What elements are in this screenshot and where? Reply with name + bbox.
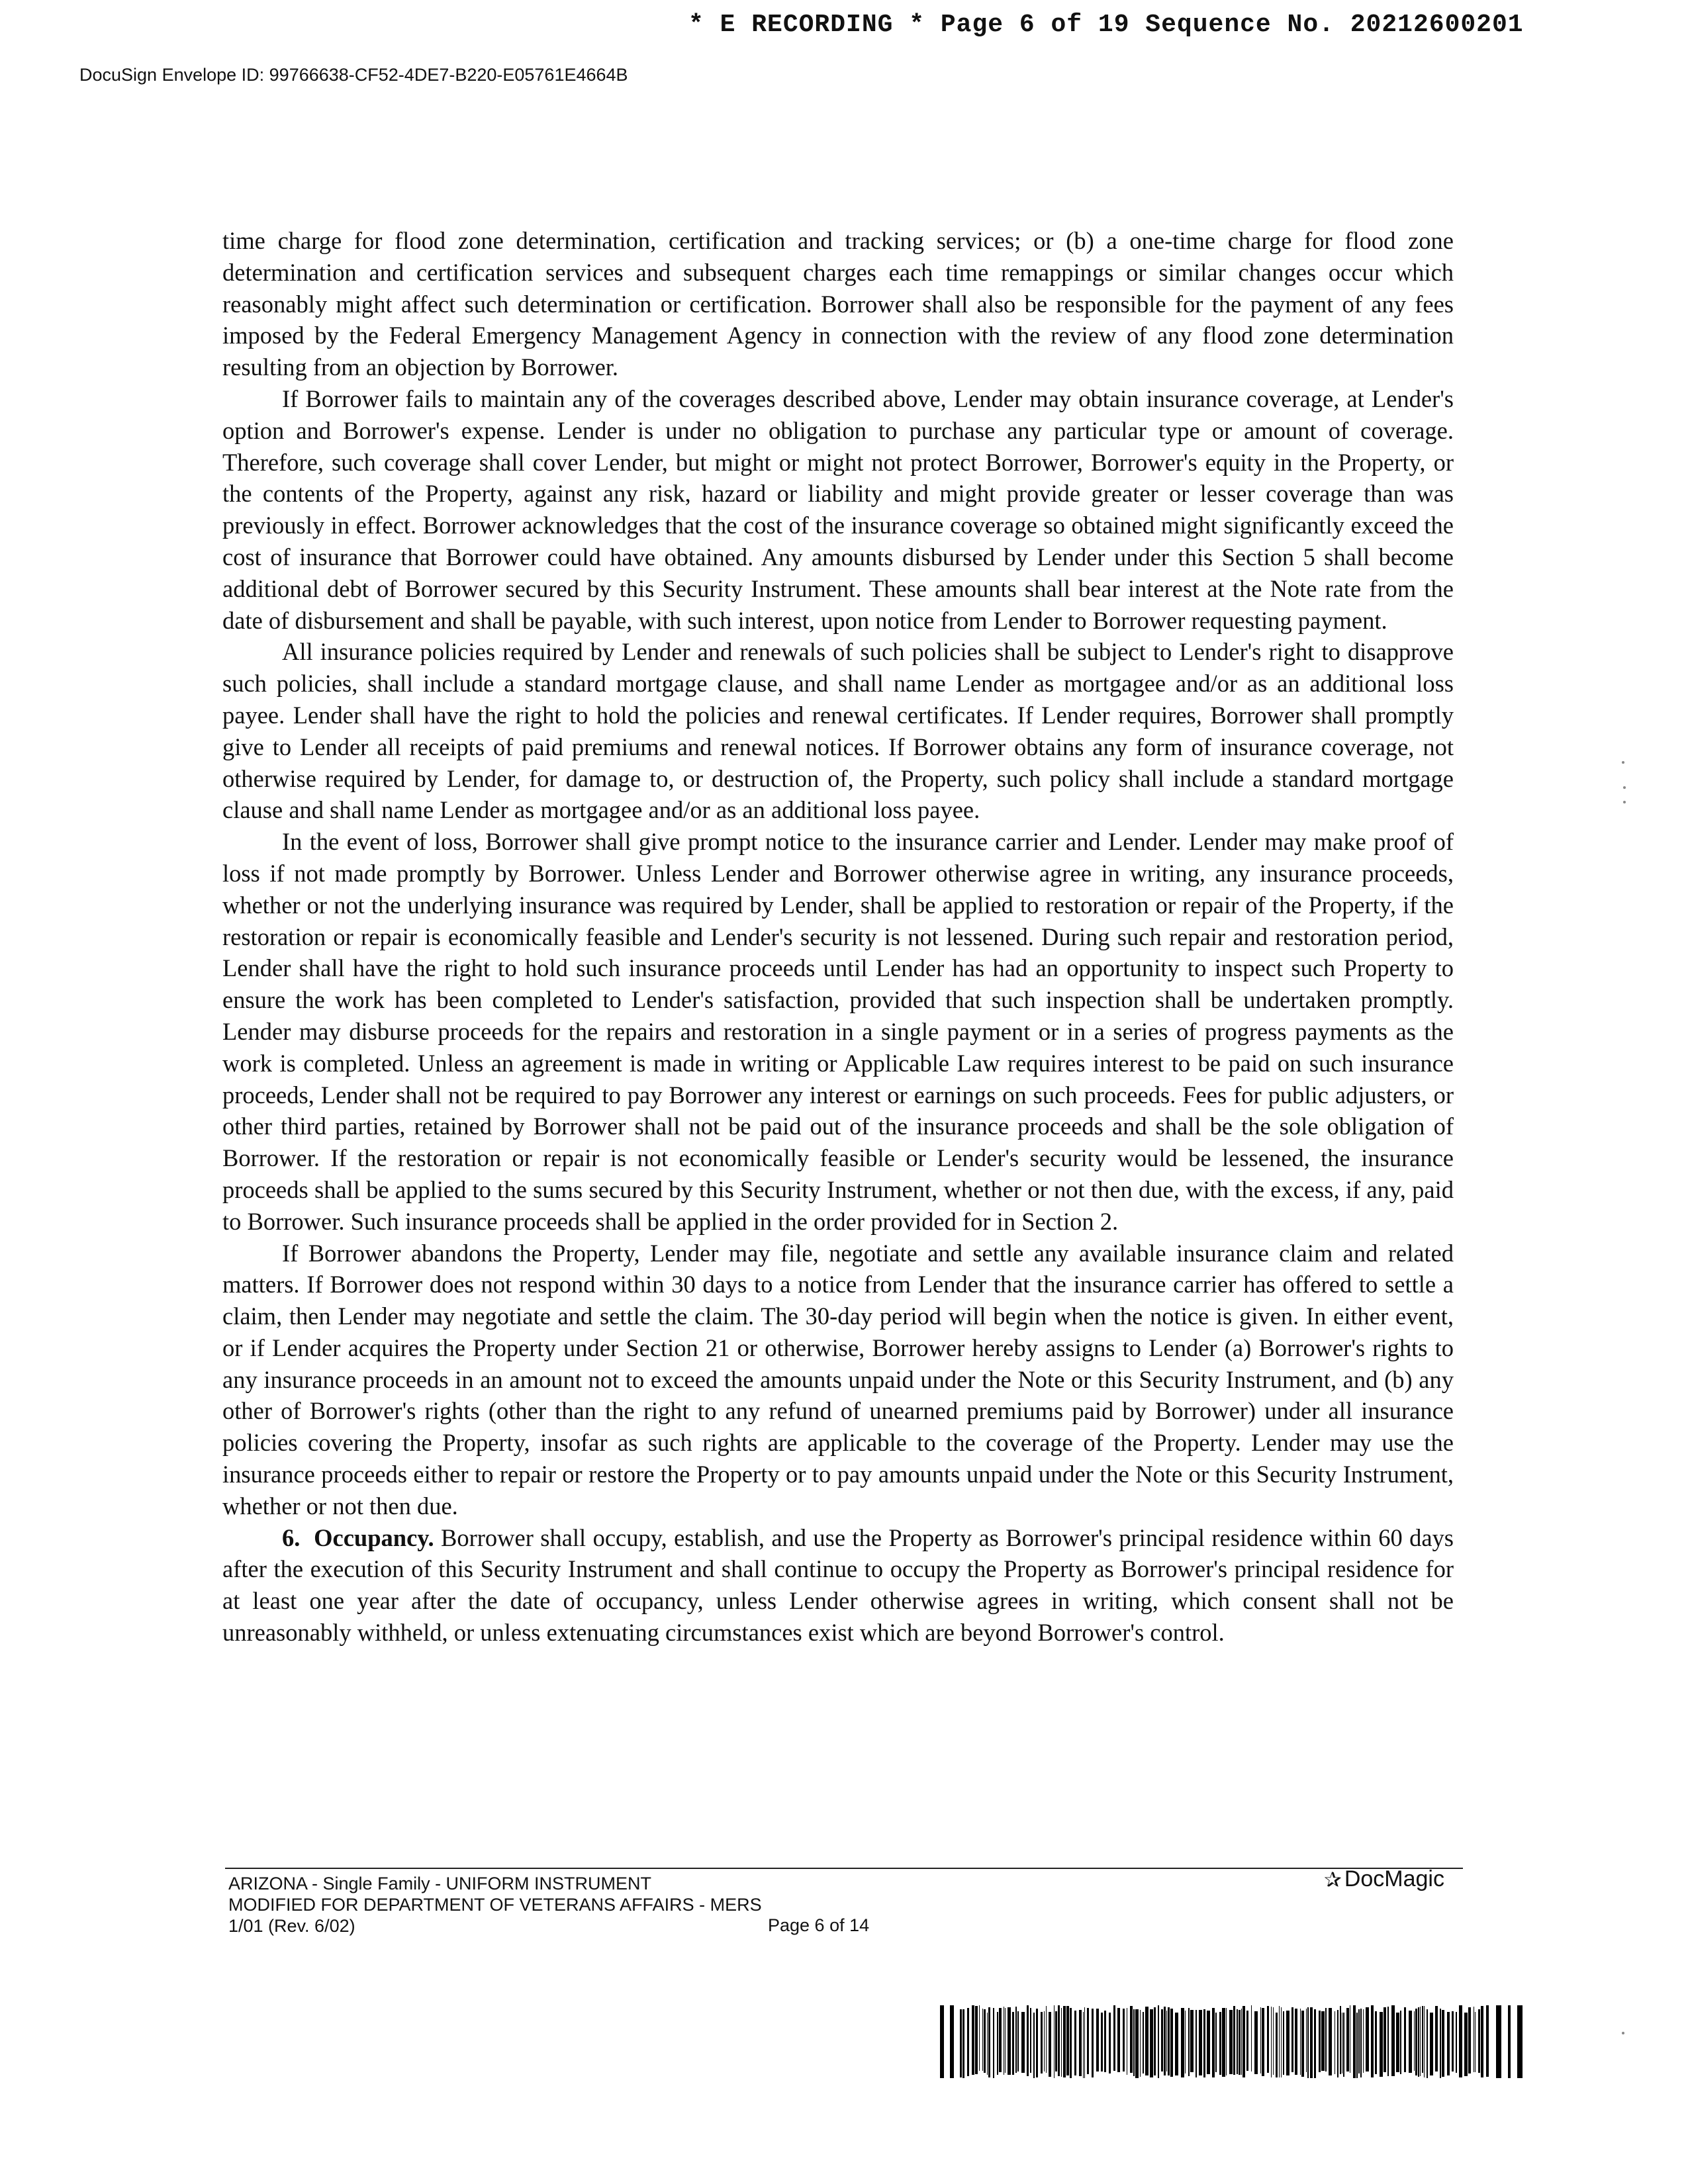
margin-mark: [1622, 2032, 1624, 2034]
barcode-bar: [1281, 2007, 1282, 2077]
barcode-bar: [1092, 2009, 1094, 2077]
barcode-bar: [1486, 2005, 1489, 2077]
barcode-bar: [1070, 2008, 1072, 2078]
barcode-bar: [1150, 2009, 1153, 2077]
barcode-bar: [1262, 2008, 1264, 2076]
barcode-bar: [1387, 2007, 1389, 2076]
barcode-bar: [1041, 2012, 1043, 2073]
barcode-bar: [1233, 2006, 1235, 2075]
barcode-bar: [1307, 2007, 1309, 2078]
barcode: [940, 2005, 1536, 2078]
barcode-bar: [1418, 2007, 1419, 2077]
barcode-bar: [1353, 2005, 1356, 2078]
barcode-bar: [1123, 2009, 1125, 2071]
barcode-bar: [1273, 2007, 1274, 2075]
barcode-bar: [1135, 2009, 1139, 2078]
barcode-bar: [1055, 2011, 1057, 2071]
barcode-bar: [1404, 2007, 1406, 2072]
footer-line: ARIZONA - Single Family - UNIFORM INSTRUMENT: [228, 1874, 652, 1893]
barcode-bar: [1113, 2005, 1115, 2071]
brand-name: DocMagic: [1344, 1866, 1444, 1891]
barcode-bar: [1036, 2009, 1038, 2077]
section-text: Borrower shall occupy, establish, and use the Property as Borrower's principal residence within 60 days after the execution of this Security Instrument and shall continue to occupy the Property as Borrower's principal residence for at least one year after the date of occupancy, unless Lender otherwise agrees in writing, which consent shall not be unreasonably withheld, or unless extenuating circumstances exist which are beyond Borrower's control.: [222, 1524, 1454, 1647]
barcode-bar: [1456, 2012, 1457, 2073]
footer-line: MODIFIED FOR DEPARTMENT OF VETERANS AFFAIRS - MERS: [228, 1895, 762, 1915]
barcode-bar: [1222, 2008, 1225, 2077]
barcode-bar: [1329, 2008, 1332, 2075]
barcode-bar: [975, 2006, 978, 2074]
barcode-bar: [960, 2009, 962, 2077]
barcode-bar: [1260, 2007, 1261, 2073]
barcode-bar: [1017, 2011, 1019, 2071]
paragraph: If Borrower abandons the Property, Lender may file, negotiate and settle any available insurance claim and related matters. If Borrower does not respond within 30 days to a notice from Lender that the insurance carrier has offered to settle a claim, then Lender may negotiate and settle the claim. The 30-day period will begin when the notice is given. In either event, or if Lender acquires the Property under Section 21 or otherwise, Borrower hereby assigns to Lender (a) Borrower's rights to any insurance proceeds in an amount not to exceed the amounts unpaid under the Note or this Security Instrument, and (b) any other of Borrower's rights (other than the right to any refund of unearned premiums paid by Borrower) under all insurance policies covering the Property, insofar as such rights are applicable to the coverage of the Property. Lender may use the insurance proceeds either to repair or restore the Property or to pay amounts unpaid under the Note or this Security Instrument, whether or not then due.: [222, 1239, 1454, 1520]
barcode-bar: [1251, 2005, 1252, 2071]
barcode-bar: [1058, 2005, 1060, 2076]
barcode-bar: [1154, 2007, 1156, 2075]
barcode-bar: [1079, 2010, 1082, 2076]
barcode-bar: [1496, 2005, 1501, 2078]
section-6-paragraph: [222, 1522, 1454, 1649]
barcode-bar: [1170, 2009, 1173, 2077]
barcode-bar: [1181, 2008, 1184, 2077]
barcode-bar: [1196, 2010, 1197, 2077]
barcode-bar: [1440, 2009, 1441, 2078]
margin-mark: [1623, 786, 1626, 789]
barcode-bar: [1219, 2012, 1221, 2075]
barcode-bar: [1237, 2009, 1238, 2074]
barcode-bar: [1027, 2005, 1029, 2076]
barcode-bar: [1239, 2010, 1241, 2075]
barcode-bar: [1164, 2007, 1166, 2075]
barcode-bar: [1096, 2009, 1099, 2071]
barcode-bar: [1015, 2007, 1017, 2073]
barcode-bar: [1133, 2009, 1135, 2076]
barcode-bar: [1301, 2011, 1304, 2077]
barcode-bar: [1012, 2012, 1014, 2075]
barcode-bar: [1215, 2013, 1217, 2072]
paragraph: In the event of loss, Borrower shall give prompt notice to the insurance carrier and Lender. Lender may make proof of loss if not made promptly by Borrower. Unless Lender and Borrower otherwise agree in writing, any insurance proceeds, whether or not the underlying insurance was required by Lender, shall be applied to restoration or repair of the Property, if the restoration or repair is economically feasible and Lender's security is not lessened. During such repair and restoration period, Lender shall have the right to hold such insurance proceeds until Lender has had an opportunity to inspect such Property to ensure the work has been completed to Lender's satisfaction, provided that such inspection shall be undertaken promptly. Lender may disburse proceeds for the repairs and restoration in a single payment or in a series of progress payments as the work is completed. Unless an agreement is made in writing or Applicable Law requires interest to be paid on such insurance proceeds, Lender shall not be required to pay Borrower any interest or earnings on such proceeds. Fees for public adjusters, or other third parties, retained by Borrower shall not be paid out of the insurance proceeds and shall be the sole obligation of Borrower. If the restoration or repair is not economically feasible or Lender's security would be lessened, the insurance proceeds shall be applied to the sums secured by this Security Instrument, whether or not then due, with the excess, if any, paid to Borrower. Such insurance proceeds shall be applied in the order provided for in Section 2.: [222, 828, 1454, 1235]
barcode-bar: [999, 2008, 1002, 2072]
barcode-bar: [1271, 2007, 1272, 2077]
barcode-bar: [1044, 2011, 1045, 2071]
barcode-bar: [1430, 2013, 1433, 2075]
barcode-bar: [1229, 2010, 1233, 2074]
barcode-bar: [1295, 2009, 1297, 2075]
barcode-bar: [1464, 2013, 1468, 2076]
barcode-bar: [1087, 2008, 1089, 2074]
barcode-bar: [1447, 2012, 1450, 2075]
barcode-bar: [1321, 2011, 1325, 2071]
section-number: 6.: [282, 1524, 301, 1551]
barcode-bar: [1319, 2011, 1321, 2072]
recording-header: * E RECORDING * Page 6 of 19 Sequence No. 20212600201: [688, 11, 1524, 39]
barcode-bar: [1188, 2008, 1190, 2076]
paragraph: All insurance policies required by Lender and renewals of such policies shall be subject to Lender's right to disapprove such policies, shall include a standard mortgage clause, and shall name Lender as mortgagee and/or as an additional loss payee. Lender shall have the right to hold the policies and renewal certificates. If Lender requires, Borrower shall promptly give to Lender all receipts of paid premiums and renewal notices. If Borrower obtains any form of insurance coverage, not otherwise required by Lender, for damage to, or destruction of, the Property, such policy shall include a standard mortgage clause and shall name Lender as mortgagee and/or as an additional loss payee.: [222, 638, 1454, 824]
barcode-bar: [940, 2005, 944, 2078]
barcode-bar: [1366, 2007, 1369, 2071]
barcode-bar: [1422, 2006, 1423, 2073]
barcode-bar: [1420, 2007, 1421, 2076]
barcode-bar: [1415, 2009, 1417, 2075]
barcode-bar: [1033, 2013, 1035, 2078]
barcode-bar: [1358, 2009, 1360, 2073]
barcode-bar: [1400, 2011, 1401, 2074]
barcode-bar: [962, 2009, 964, 2078]
envelope-id: DocuSign Envelope ID: 99766638-CF52-4DE7-B220-E05761E4664B: [79, 65, 628, 85]
footer-divider: [225, 1868, 1463, 1869]
barcode-bar: [1046, 2006, 1047, 2073]
margin-mark: [1622, 761, 1624, 764]
barcode-bar: [950, 2005, 954, 2078]
barcode-bar: [1478, 2009, 1480, 2073]
barcode-bar: [1475, 2012, 1476, 2072]
barcode-bar: [1074, 2011, 1076, 2075]
margin-mark: [1623, 801, 1626, 803]
barcode-bar: [1343, 2013, 1344, 2077]
barcode-bar: [1283, 2011, 1284, 2075]
barcode-bar: [1084, 2007, 1085, 2078]
barcode-bar: [1279, 2006, 1280, 2077]
barcode-bar: [984, 2009, 986, 2073]
barcode-bar: [1005, 2008, 1006, 2073]
barcode-bar: [1306, 2009, 1307, 2072]
barcode-bar: [972, 2005, 974, 2075]
paragraph: time charge for flood zone determination, certification and tracking services; or (b) a one-time charge for flood zone determination and certification services and subsequent charges each time remappings or similar changes occur which reasonably might affect such determination or certification. Borrower shall also be responsible for the payment of any fees imposed by the Federal Emergency Management Agency in connection with the review of any flood zone determination resulting from an objection by Borrower.: [222, 227, 1454, 381]
barcode-bar: [1383, 2007, 1386, 2072]
barcode-bar: [1203, 2009, 1205, 2077]
barcode-bar: [1049, 2012, 1051, 2077]
barcode-bar: [1241, 2009, 1242, 2075]
barcode-bar: [1109, 2013, 1111, 2073]
barcode-bar: [1380, 2012, 1383, 2077]
barcode-bar: [1083, 2012, 1084, 2078]
barcode-bar: [1254, 2011, 1258, 2074]
barcode-bar: [1212, 2008, 1215, 2077]
barcode-bar: [1314, 2009, 1316, 2078]
barcode-bar: [1286, 2011, 1289, 2075]
barcode-bar: [1030, 2008, 1031, 2073]
barcode-bar: [1190, 2010, 1194, 2072]
barcode-bar: [1158, 2005, 1159, 2078]
barcode-bar: [997, 2012, 998, 2075]
barcode-bar: [1130, 2006, 1133, 2073]
footer-page-number: Page 6 of 14: [768, 1915, 870, 1935]
barcode-bar: [1021, 2012, 1025, 2073]
barcode-bar: [1061, 2008, 1062, 2077]
barcode-bar: [1117, 2008, 1120, 2072]
barcode-bar: [1452, 2011, 1454, 2071]
barcode-bar: [1360, 2009, 1362, 2077]
barcode-bar: [1066, 2006, 1069, 2075]
barcode-bar: [1409, 2011, 1412, 2073]
barcode-bar: [1143, 2012, 1144, 2073]
barcode-bar: [1346, 2008, 1349, 2071]
barcode-bar: [1459, 2005, 1462, 2077]
barcode-bar: [1356, 2013, 1358, 2078]
barcode-bar: [987, 2013, 988, 2075]
barcode-bar: [1246, 2011, 1248, 2071]
paragraph: If Borrower fails to maintain any of the coverages described above, Lender may obtain insurance coverage, at Lender's option and Borrower's expense. Lender is under no obligation to purchase any particular type or amount of coverage. Therefore, such coverage shall cover Lender, but might or might not protect Borrower, Borrower's equity in the Property, or the contents of the Property, against any risk, hazard or liability and might provide greater or lesser coverage than was previously in effect. Borrower acknowledges that the cost of the insurance coverage so obtained might significantly exceed the cost of insurance that Borrower could have obtained. Any amounts disbursed by Lender under this Section 5 shall become additional debt of Borrower secured by this Security Instrument. These amounts shall bear interest at the Note rate from the date of disbursement and shall be payable, with such interest, upon notice from Lender to Borrower requesting payment.: [222, 385, 1454, 634]
docmagic-logo: [1324, 1866, 1444, 1892]
barcode-bar: [1145, 2007, 1149, 2075]
barcode-bar: [1442, 2010, 1444, 2077]
barcode-bar: [1226, 2008, 1227, 2075]
barcode-bar: [1363, 2009, 1364, 2073]
barcode-bar: [967, 2008, 969, 2076]
barcode-bar: [1414, 2011, 1415, 2071]
barcode-bar: [1243, 2006, 1245, 2077]
footer-form-info: [228, 1873, 762, 1936]
barcode-bar: [1310, 2007, 1313, 2078]
star-icon: ✰: [1324, 1867, 1342, 1891]
barcode-bar: [1101, 2013, 1103, 2071]
barcode-bar: [1391, 2005, 1395, 2076]
barcode-bar: [1175, 2013, 1178, 2075]
barcode-bar: [1508, 2005, 1511, 2078]
barcode-bar: [1375, 2011, 1377, 2074]
barcode-bar: [982, 2009, 983, 2071]
barcode-bar: [1104, 2011, 1106, 2072]
barcode-bar: [1008, 2007, 1011, 2075]
barcode-bar: [1054, 2005, 1055, 2078]
barcode-bar: [1424, 2006, 1425, 2077]
barcode-bar: [1468, 2007, 1471, 2073]
barcode-bar: [988, 2007, 990, 2077]
barcode-bar: [1300, 2009, 1301, 2075]
barcode-bar: [1168, 2007, 1170, 2075]
barcode-bar: [1161, 2009, 1163, 2071]
barcode-bar: [993, 2008, 994, 2078]
barcode-bar: [1517, 2005, 1523, 2078]
barcode-bar: [1199, 2010, 1202, 2075]
barcode-bar: [1325, 2008, 1327, 2071]
barcode-bar: [1185, 2011, 1186, 2073]
barcode-bar: [1291, 2007, 1293, 2072]
barcode-bar: [1435, 2006, 1438, 2071]
barcode-bar: [1276, 2013, 1278, 2077]
barcode-bar: [1427, 2009, 1428, 2078]
document-body: [222, 225, 1454, 1649]
barcode-bar: [1166, 2011, 1167, 2071]
barcode-bar: [1267, 2006, 1269, 2073]
barcode-bar: [1337, 2010, 1338, 2077]
barcode-bar: [1340, 2006, 1341, 2074]
footer-line: 1/01 (Rev. 6/02): [228, 1916, 355, 1936]
barcode-bar: [1207, 2011, 1210, 2074]
barcode-bar: [1371, 2005, 1374, 2077]
barcode-bar: [979, 2005, 980, 2071]
section-title: Occupancy.: [314, 1524, 434, 1551]
barcode-bar: [1396, 2013, 1399, 2072]
barcode-bar: [1481, 2006, 1483, 2077]
barcode-bar: [1140, 2010, 1141, 2077]
barcode-bar: [1063, 2006, 1066, 2077]
